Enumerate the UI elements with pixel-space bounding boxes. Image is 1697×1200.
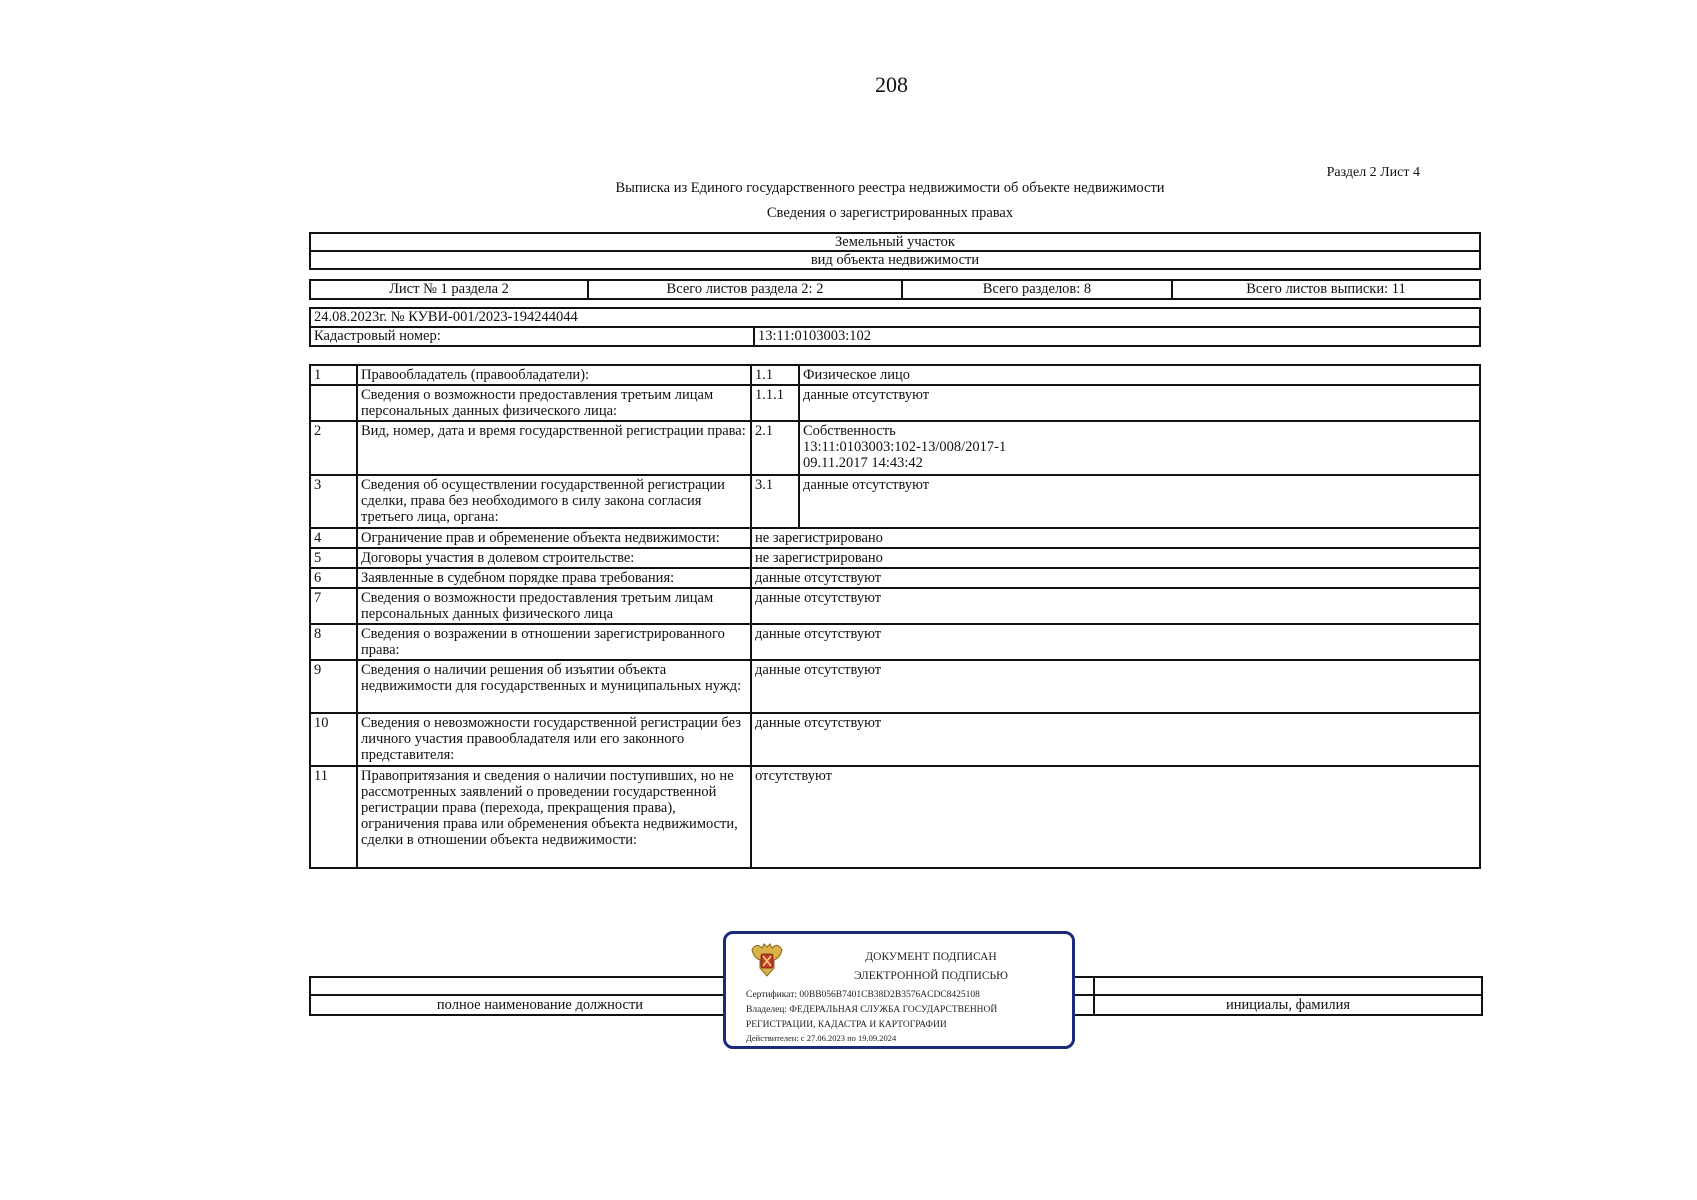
row-number: 4 [310, 528, 357, 548]
row-label: Ограничение прав и обременение объекта недвижимости: [357, 528, 751, 548]
row-subnumber: 2.1 [751, 421, 799, 475]
row-subnumber: 1.1.1 [751, 385, 799, 421]
row-value: данные отсутствуют [751, 660, 1480, 713]
row-value [799, 421, 1480, 475]
row-number: 6 [310, 568, 357, 588]
row-value: данные отсутствуют [751, 588, 1480, 624]
sheet-number: Лист № 1 раздела 2 [310, 280, 588, 299]
row-value: Физическое лицо [799, 365, 1480, 385]
registration-datetime: 09.11.2017 14:43:42 [803, 455, 923, 471]
row-label: Правообладатель (правообладатели): [357, 365, 751, 385]
section-sheet-label: Раздел 2 Лист 4 [1326, 165, 1420, 180]
row-number: 3 [310, 475, 357, 528]
row-value: данные отсутствуют [751, 713, 1480, 766]
stamp-certificate: Сертификат: 00BB056B7401CB38D2B3576ACDC8425108 [746, 990, 980, 1000]
row-number: 5 [310, 548, 357, 568]
row-number: 8 [310, 624, 357, 660]
row-label: Правопритязания и сведения о наличии поступивших, но не рассмотренных заявлений о проведении государственной регистрации права (перехода, прекращения права), ограничения права или обременения объекта недвижимости, сделки в отношении объекта недвижимости: [357, 766, 751, 868]
sheets-table [309, 279, 1481, 300]
extract-sheets-count: Всего листов выписки: 11 [1172, 280, 1480, 299]
object-type-table [309, 232, 1481, 270]
stamp-owner: Владелец: ФЕДЕРАЛЬНАЯ СЛУЖБА ГОСУДАРСТВЕННОЙ [746, 1005, 998, 1015]
right-type: Собственность [803, 423, 896, 439]
row-number: 2 [310, 421, 357, 475]
registration-number: 13:11:0103003:102-13/008/2017-1 [803, 439, 1007, 455]
row-label: Сведения о возможности предоставления третьим лицам персональных данных физического лица: [357, 385, 751, 421]
row-value: не зарегистрировано [751, 528, 1480, 548]
row-label: Сведения о возражении в отношении зарегистрированного права: [357, 624, 751, 660]
object-type: Земельный участок [310, 233, 1480, 251]
row-subnumber: 3.1 [751, 475, 799, 528]
row-value: отсутствуют [751, 766, 1480, 868]
stamp-validity: Действителен: с 27.06.2023 по 19.09.2024 [746, 1033, 897, 1043]
name-caption: инициалы, фамилия [1225, 997, 1351, 1013]
date-number: 24.08.2023г. № КУВИ-001/2023-194244044 [310, 308, 1480, 327]
sections-count: Всего разделов: 8 [902, 280, 1172, 299]
electronic-signature-stamp [723, 931, 1075, 1049]
row-number: 1 [310, 365, 357, 385]
document-title: Выписка из Единого государственного реестра недвижимости об объекте недвижимости [615, 180, 1165, 196]
row-label: Договоры участия в долевом строительстве: [357, 548, 751, 568]
row-value: данные отсутствуют [799, 475, 1480, 528]
row-number: 7 [310, 588, 357, 624]
rights-table [309, 364, 1481, 869]
row-value: данные отсутствуют [751, 568, 1480, 588]
row-label: Сведения о невозможности государственной регистрации без личного участия правообладателя или его законного представителя: [357, 713, 751, 766]
cadastral-label: Кадастровый номер: [310, 327, 754, 346]
object-type-caption: вид объекта недвижимости [310, 251, 1480, 269]
row-number: 9 [310, 660, 357, 713]
row-value: данные отсутствуют [751, 624, 1480, 660]
extract-header-table [309, 307, 1481, 347]
position-caption: полное наименование должности [436, 997, 644, 1013]
row-label: Вид, номер, дата и время государственной регистрации права: [357, 421, 751, 475]
page-number: 208 [875, 72, 908, 97]
stamp-owner-continued: РЕГИСТРАЦИИ, КАДАСТРА И КАРТОГРАФИИ [746, 1020, 947, 1030]
section-sheets-count: Всего листов раздела 2: 2 [588, 280, 902, 299]
row-number [310, 385, 357, 421]
row-value: данные отсутствуют [799, 385, 1480, 421]
row-label: Сведения о возможности предоставления третьим лицам персональных данных физического лица [357, 588, 751, 624]
row-subnumber: 1.1 [751, 365, 799, 385]
stamp-title: ДОКУМЕНТ ПОДПИСАН [865, 951, 997, 963]
row-number: 10 [310, 713, 357, 766]
stamp-subtitle: ЭЛЕКТРОННОЙ ПОДПИСЬЮ [854, 970, 1008, 982]
row-label: Сведения о наличии решения об изъятии объекта недвижимости для государственных и муниципальных нужд: [357, 660, 751, 713]
row-label: Заявленные в судебном порядке права требования: [357, 568, 751, 588]
cadastral-number: 13:11:0103003:102 [754, 327, 1480, 346]
coat-of-arms-icon [746, 940, 788, 980]
row-label: Сведения об осуществлении государственной регистрации сделки, права без необходимого в силу закона согласия третьего лица, органа: [357, 475, 751, 528]
document-subtitle: Сведения о зарегистрированных правах [766, 205, 1014, 221]
row-value: не зарегистрировано [751, 548, 1480, 568]
row-number: 11 [310, 766, 357, 868]
